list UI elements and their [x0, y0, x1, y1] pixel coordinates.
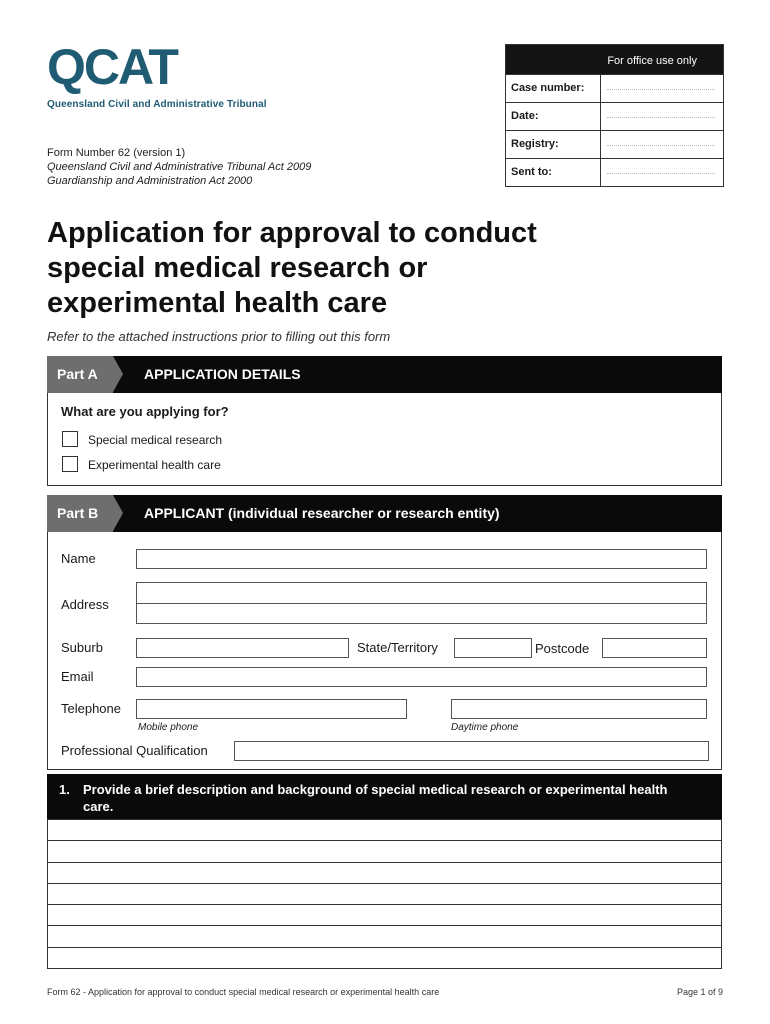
email-input[interactable]: [136, 667, 707, 687]
page-number: Page 1 of 9: [676, 987, 723, 997]
postcode-input[interactable]: [602, 638, 707, 658]
answer-line[interactable]: [48, 947, 721, 968]
question-1-answer-area[interactable]: [47, 819, 722, 969]
address-divider: [137, 603, 706, 604]
date-field[interactable]: [601, 103, 723, 130]
address-input[interactable]: [136, 582, 707, 624]
logo-subtitle: Queensland Civil and Administrative Tribunal: [47, 99, 267, 110]
suburb-input[interactable]: [136, 638, 349, 658]
checkbox-label: Special medical research: [88, 433, 223, 447]
qualification-label: Professional Qualification: [61, 743, 208, 758]
address-label: Address: [61, 597, 109, 612]
special-medical-research-checkbox[interactable]: [62, 431, 78, 447]
answer-line[interactable]: [48, 819, 721, 840]
case-number-field[interactable]: [601, 75, 723, 102]
suburb-label: Suburb: [61, 640, 103, 655]
part-a-question: What are you applying for?: [61, 404, 229, 419]
office-label: Case number:: [506, 75, 601, 102]
state-label: State/Territory: [357, 640, 438, 655]
state-input[interactable]: [454, 638, 532, 658]
mobile-phone-hint: Mobile phone: [138, 722, 199, 733]
part-b-header: [47, 495, 722, 532]
answer-line[interactable]: [48, 883, 721, 904]
act-1: Queensland Civil and Administrative Tribunal Act 2009: [47, 161, 312, 173]
office-row-date: [506, 102, 723, 130]
act-2: Guardianship and Administration Act 2000: [47, 175, 253, 187]
office-use-box: [505, 44, 724, 187]
answer-line[interactable]: [48, 904, 721, 925]
question-1-header: [47, 774, 722, 819]
registry-field[interactable]: [601, 131, 723, 158]
part-a-title: APPLICATION DETAILS: [144, 366, 301, 382]
sent-to-field[interactable]: [601, 159, 723, 186]
checkbox-label: Experimental health care: [88, 458, 221, 472]
office-row-case-number: [506, 74, 723, 102]
daytime-phone-hint: Daytime phone: [451, 722, 519, 733]
part-b-title: APPLICANT (individual researcher or research entity): [144, 505, 500, 521]
answer-line[interactable]: [48, 925, 721, 946]
part-a-header: [47, 356, 722, 393]
office-label: Registry:: [506, 131, 601, 158]
answer-line[interactable]: [48, 862, 721, 883]
form-info: [47, 146, 311, 188]
part-b-body: [47, 532, 722, 770]
office-row-registry: [506, 130, 723, 158]
name-label: Name: [61, 551, 96, 566]
experimental-health-care-checkbox[interactable]: [62, 456, 78, 472]
form-number: Form Number 62 (version 1): [47, 147, 186, 159]
part-a-tag: Part A: [47, 356, 113, 393]
part-a-body: [47, 393, 722, 486]
qcat-logo: QCAT: [47, 39, 177, 95]
name-input[interactable]: [136, 549, 707, 569]
question-1-number: 1.: [59, 782, 70, 797]
instructions-note: Refer to the attached instructions prior to filling out this form: [47, 329, 391, 344]
part-b-tag: Part B: [47, 495, 113, 532]
mobile-phone-input[interactable]: [136, 699, 407, 719]
daytime-phone-input[interactable]: [451, 699, 707, 719]
email-label: Email: [61, 669, 94, 684]
office-label: Date:: [506, 103, 601, 130]
question-1-text: Provide a brief description and background of special medical research or experimental health care.: [83, 782, 668, 814]
office-label: Sent to:: [506, 159, 601, 186]
answer-line[interactable]: [48, 840, 721, 861]
footer-text: Form 62 - Application for approval to conduct special medical research or experimental health care: [47, 987, 440, 997]
qualification-input[interactable]: [234, 741, 709, 761]
page-title: Application for approval to conduct special medical research or experimental health care: [47, 217, 537, 319]
office-use-title: For office use only: [506, 45, 723, 74]
postcode-label: Postcode: [535, 641, 590, 656]
office-row-sent-to: [506, 158, 723, 186]
telephone-label: Telephone: [61, 701, 121, 716]
